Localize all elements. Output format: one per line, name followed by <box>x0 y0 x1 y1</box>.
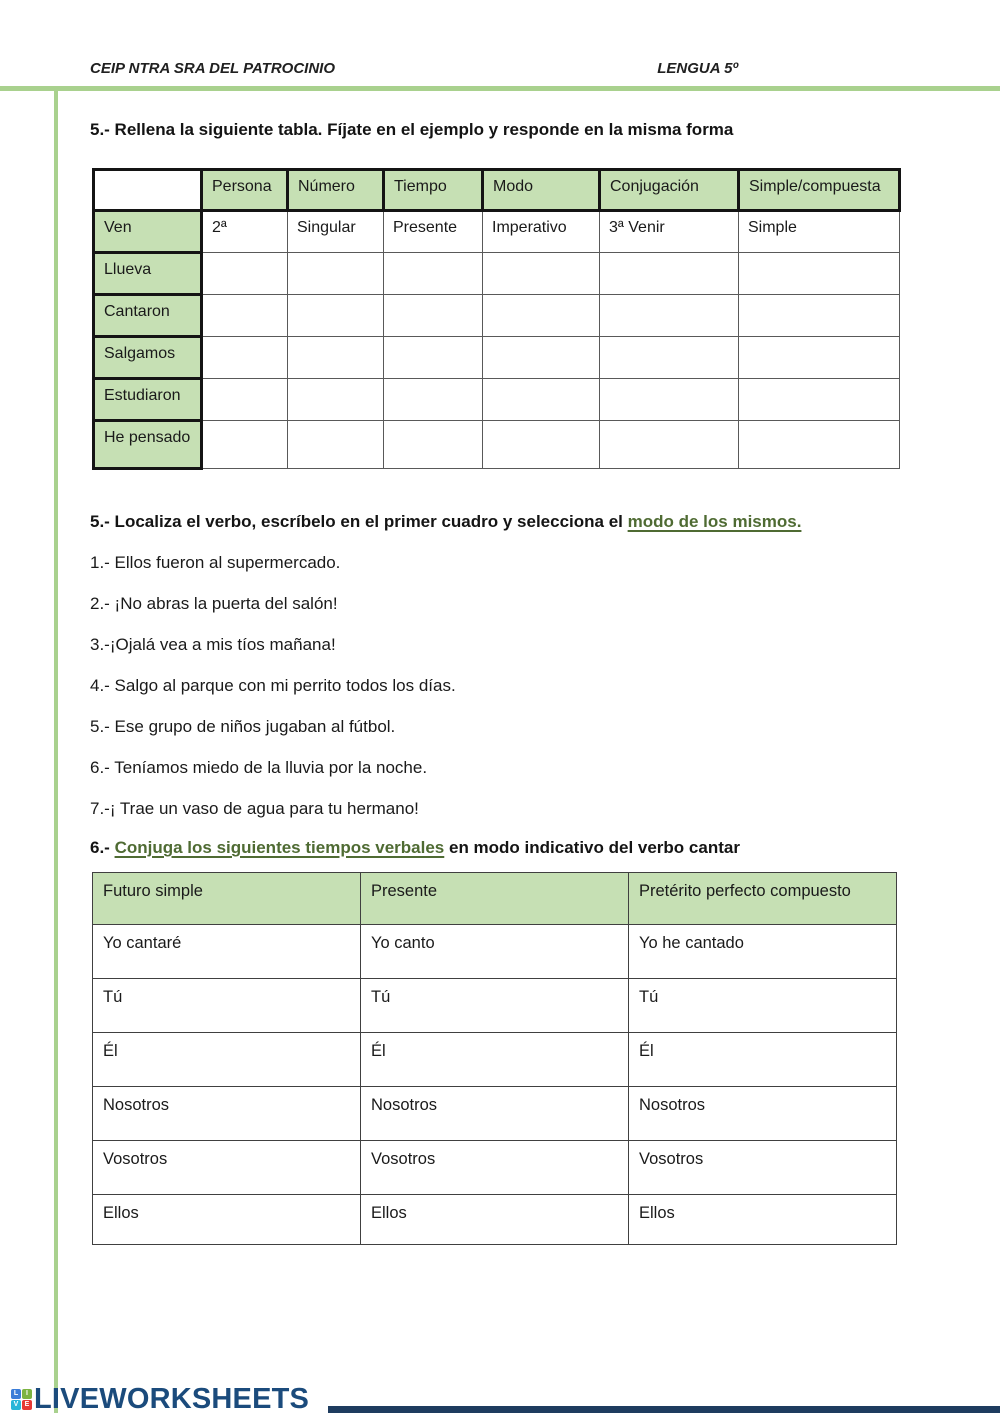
conjugation-row <box>93 925 897 979</box>
footer-bar <box>328 1406 1000 1413</box>
answer-cell[interactable]: Presente <box>384 211 483 253</box>
conjugation-header-row <box>93 873 897 925</box>
answer-cell[interactable] <box>739 337 900 379</box>
sentence-item: 4.- Salgo al parque con mi perrito todos los días. <box>90 676 456 695</box>
logo-block-letter: V <box>11 1400 21 1410</box>
answer-cell[interactable] <box>483 379 600 421</box>
conjugation-cell[interactable]: Él <box>629 1033 897 1087</box>
answer-cell[interactable]: Imperativo <box>483 211 600 253</box>
answer-cell[interactable] <box>288 253 384 295</box>
conjugation-cell[interactable]: Vosotros <box>629 1141 897 1195</box>
conjugation-cell[interactable]: Él <box>93 1033 361 1087</box>
verb-label-cell: Llueva <box>94 253 202 295</box>
sentence-list <box>90 551 790 838</box>
answer-cell[interactable] <box>288 337 384 379</box>
accent-horizontal-rule <box>0 86 1000 91</box>
table-row <box>94 211 900 253</box>
subject-label: LENGUA 5º <box>657 60 738 77</box>
table-row <box>94 379 900 421</box>
column-header-cell: Número <box>288 170 384 211</box>
answer-cell[interactable] <box>483 421 600 469</box>
verb-label-cell: Salgamos <box>94 337 202 379</box>
answer-cell[interactable] <box>384 421 483 469</box>
answer-cell[interactable] <box>288 295 384 337</box>
exercise6-title <box>90 838 740 858</box>
answer-cell[interactable] <box>202 337 288 379</box>
column-header-cell: Persona <box>202 170 288 211</box>
sentence-item: 6.- Teníamos miedo de la lluvia por la noche. <box>90 758 428 777</box>
column-header-cell <box>94 170 202 211</box>
tense-header-cell: Presente <box>361 873 629 925</box>
sentence-item: 2.- ¡No abras la puerta del salón! <box>90 594 338 613</box>
conjugation-cell[interactable]: Tú <box>361 979 629 1033</box>
answer-cell[interactable] <box>600 253 739 295</box>
liveworksheets-logo-text: LIVEWORKSHEETS <box>34 1383 310 1413</box>
answer-cell[interactable] <box>384 253 483 295</box>
exercise6-title-number: 6.- <box>90 838 115 857</box>
column-header-cell: Conjugación <box>600 170 739 211</box>
answer-cell[interactable] <box>483 295 600 337</box>
conjugation-cell[interactable]: Yo cantaré <box>93 925 361 979</box>
table-row <box>94 253 900 295</box>
logo-block-letter: I <box>22 1389 32 1399</box>
sentence-item: 1.- Ellos fueron al supermercado. <box>90 553 341 572</box>
answer-cell[interactable] <box>202 253 288 295</box>
sentence-item: 3.-¡Ojalá vea a mis tíos mañana! <box>90 635 336 654</box>
verb-analysis-table <box>92 168 901 470</box>
verb-label-cell: Ven <box>94 211 202 253</box>
table-header-row <box>94 170 900 211</box>
accent-vertical-rule <box>54 91 58 1413</box>
logo-block-letter: L <box>11 1389 21 1399</box>
liveworksheets-logo-icon <box>11 1389 32 1410</box>
column-header-cell: Modo <box>483 170 600 211</box>
answer-cell[interactable] <box>600 337 739 379</box>
sentence-item: 7.-¡ Trae un vaso de agua para tu hermano! <box>90 799 419 818</box>
conjugation-cell[interactable]: Nosotros <box>361 1087 629 1141</box>
document-header <box>90 60 738 77</box>
exercise5-verbs-title <box>90 512 801 532</box>
liveworksheets-logo[interactable] <box>11 1383 310 1413</box>
sentence-item: 5.- Ese grupo de niños jugaban al fútbol. <box>90 717 396 736</box>
answer-cell[interactable]: 3ª Venir <box>600 211 739 253</box>
conjugation-cell[interactable]: Vosotros <box>361 1141 629 1195</box>
tense-header-cell: Pretérito perfecto compuesto <box>629 873 897 925</box>
verb-label-cell: Estudiaron <box>94 379 202 421</box>
answer-cell[interactable] <box>739 295 900 337</box>
exercise5-verbs-title-green: modo de los mismos. <box>627 512 802 531</box>
conjugation-cell[interactable]: Tú <box>93 979 361 1033</box>
conjugation-cell[interactable]: Vosotros <box>93 1141 361 1195</box>
exercise5-table-title: 5.- Rellena la siguiente tabla. Fíjate en el ejemplo y responde en la misma forma <box>90 120 734 139</box>
verb-label-cell: He pensado <box>94 421 202 469</box>
conjugation-cell[interactable]: Yo he cantado <box>629 925 897 979</box>
conjugation-row <box>93 1033 897 1087</box>
conjugation-cell[interactable]: Yo canto <box>361 925 629 979</box>
answer-cell[interactable] <box>288 421 384 469</box>
answer-cell[interactable] <box>288 379 384 421</box>
conjugation-cell[interactable]: Tú <box>629 979 897 1033</box>
answer-cell[interactable] <box>600 379 739 421</box>
conjugation-table <box>92 872 897 1245</box>
answer-cell[interactable] <box>739 379 900 421</box>
conjugation-row <box>93 1141 897 1195</box>
tense-header-cell: Futuro simple <box>93 873 361 925</box>
conjugation-row <box>93 979 897 1033</box>
exercise6-title-green: Conjuga los siguientes tiempos verbales <box>114 838 445 857</box>
answer-cell[interactable]: Singular <box>288 211 384 253</box>
verb-label-cell: Cantaron <box>94 295 202 337</box>
conjugation-cell[interactable]: Ellos <box>629 1195 897 1245</box>
answer-cell[interactable] <box>600 295 739 337</box>
conjugation-cell[interactable]: Ellos <box>93 1195 361 1245</box>
conjugation-cell[interactable]: Ellos <box>361 1195 629 1245</box>
column-header-cell: Tiempo <box>384 170 483 211</box>
answer-cell[interactable]: 2ª <box>202 211 288 253</box>
conjugation-cell[interactable]: Él <box>361 1033 629 1087</box>
table-row <box>94 421 900 469</box>
answer-cell[interactable] <box>202 295 288 337</box>
answer-cell[interactable] <box>600 421 739 469</box>
column-header-cell: Simple/compuesta <box>739 170 900 211</box>
exercise6-title-suffix: en modo indicativo del verbo cantar <box>444 838 740 857</box>
conjugation-row <box>93 1195 897 1245</box>
answer-cell[interactable] <box>739 253 900 295</box>
table-row <box>94 337 900 379</box>
answer-cell[interactable] <box>384 337 483 379</box>
school-name: CEIP NTRA SRA DEL PATROCINIO <box>90 60 336 77</box>
conjugation-row <box>93 1087 897 1141</box>
answer-cell[interactable] <box>202 421 288 469</box>
answer-cell[interactable] <box>202 379 288 421</box>
answer-cell[interactable]: Simple <box>739 211 900 253</box>
conjugation-cell[interactable]: Nosotros <box>629 1087 897 1141</box>
exercise5-verbs-title-black: 5.- Localiza el verbo, escríbelo en el primer cuadro y selecciona el <box>90 512 628 531</box>
answer-cell[interactable] <box>739 421 900 469</box>
answer-cell[interactable] <box>483 337 600 379</box>
logo-block-letter: E <box>22 1400 32 1410</box>
answer-cell[interactable] <box>384 379 483 421</box>
table-row <box>94 295 900 337</box>
answer-cell[interactable] <box>384 295 483 337</box>
answer-cell[interactable] <box>483 253 600 295</box>
conjugation-cell[interactable]: Nosotros <box>93 1087 361 1141</box>
